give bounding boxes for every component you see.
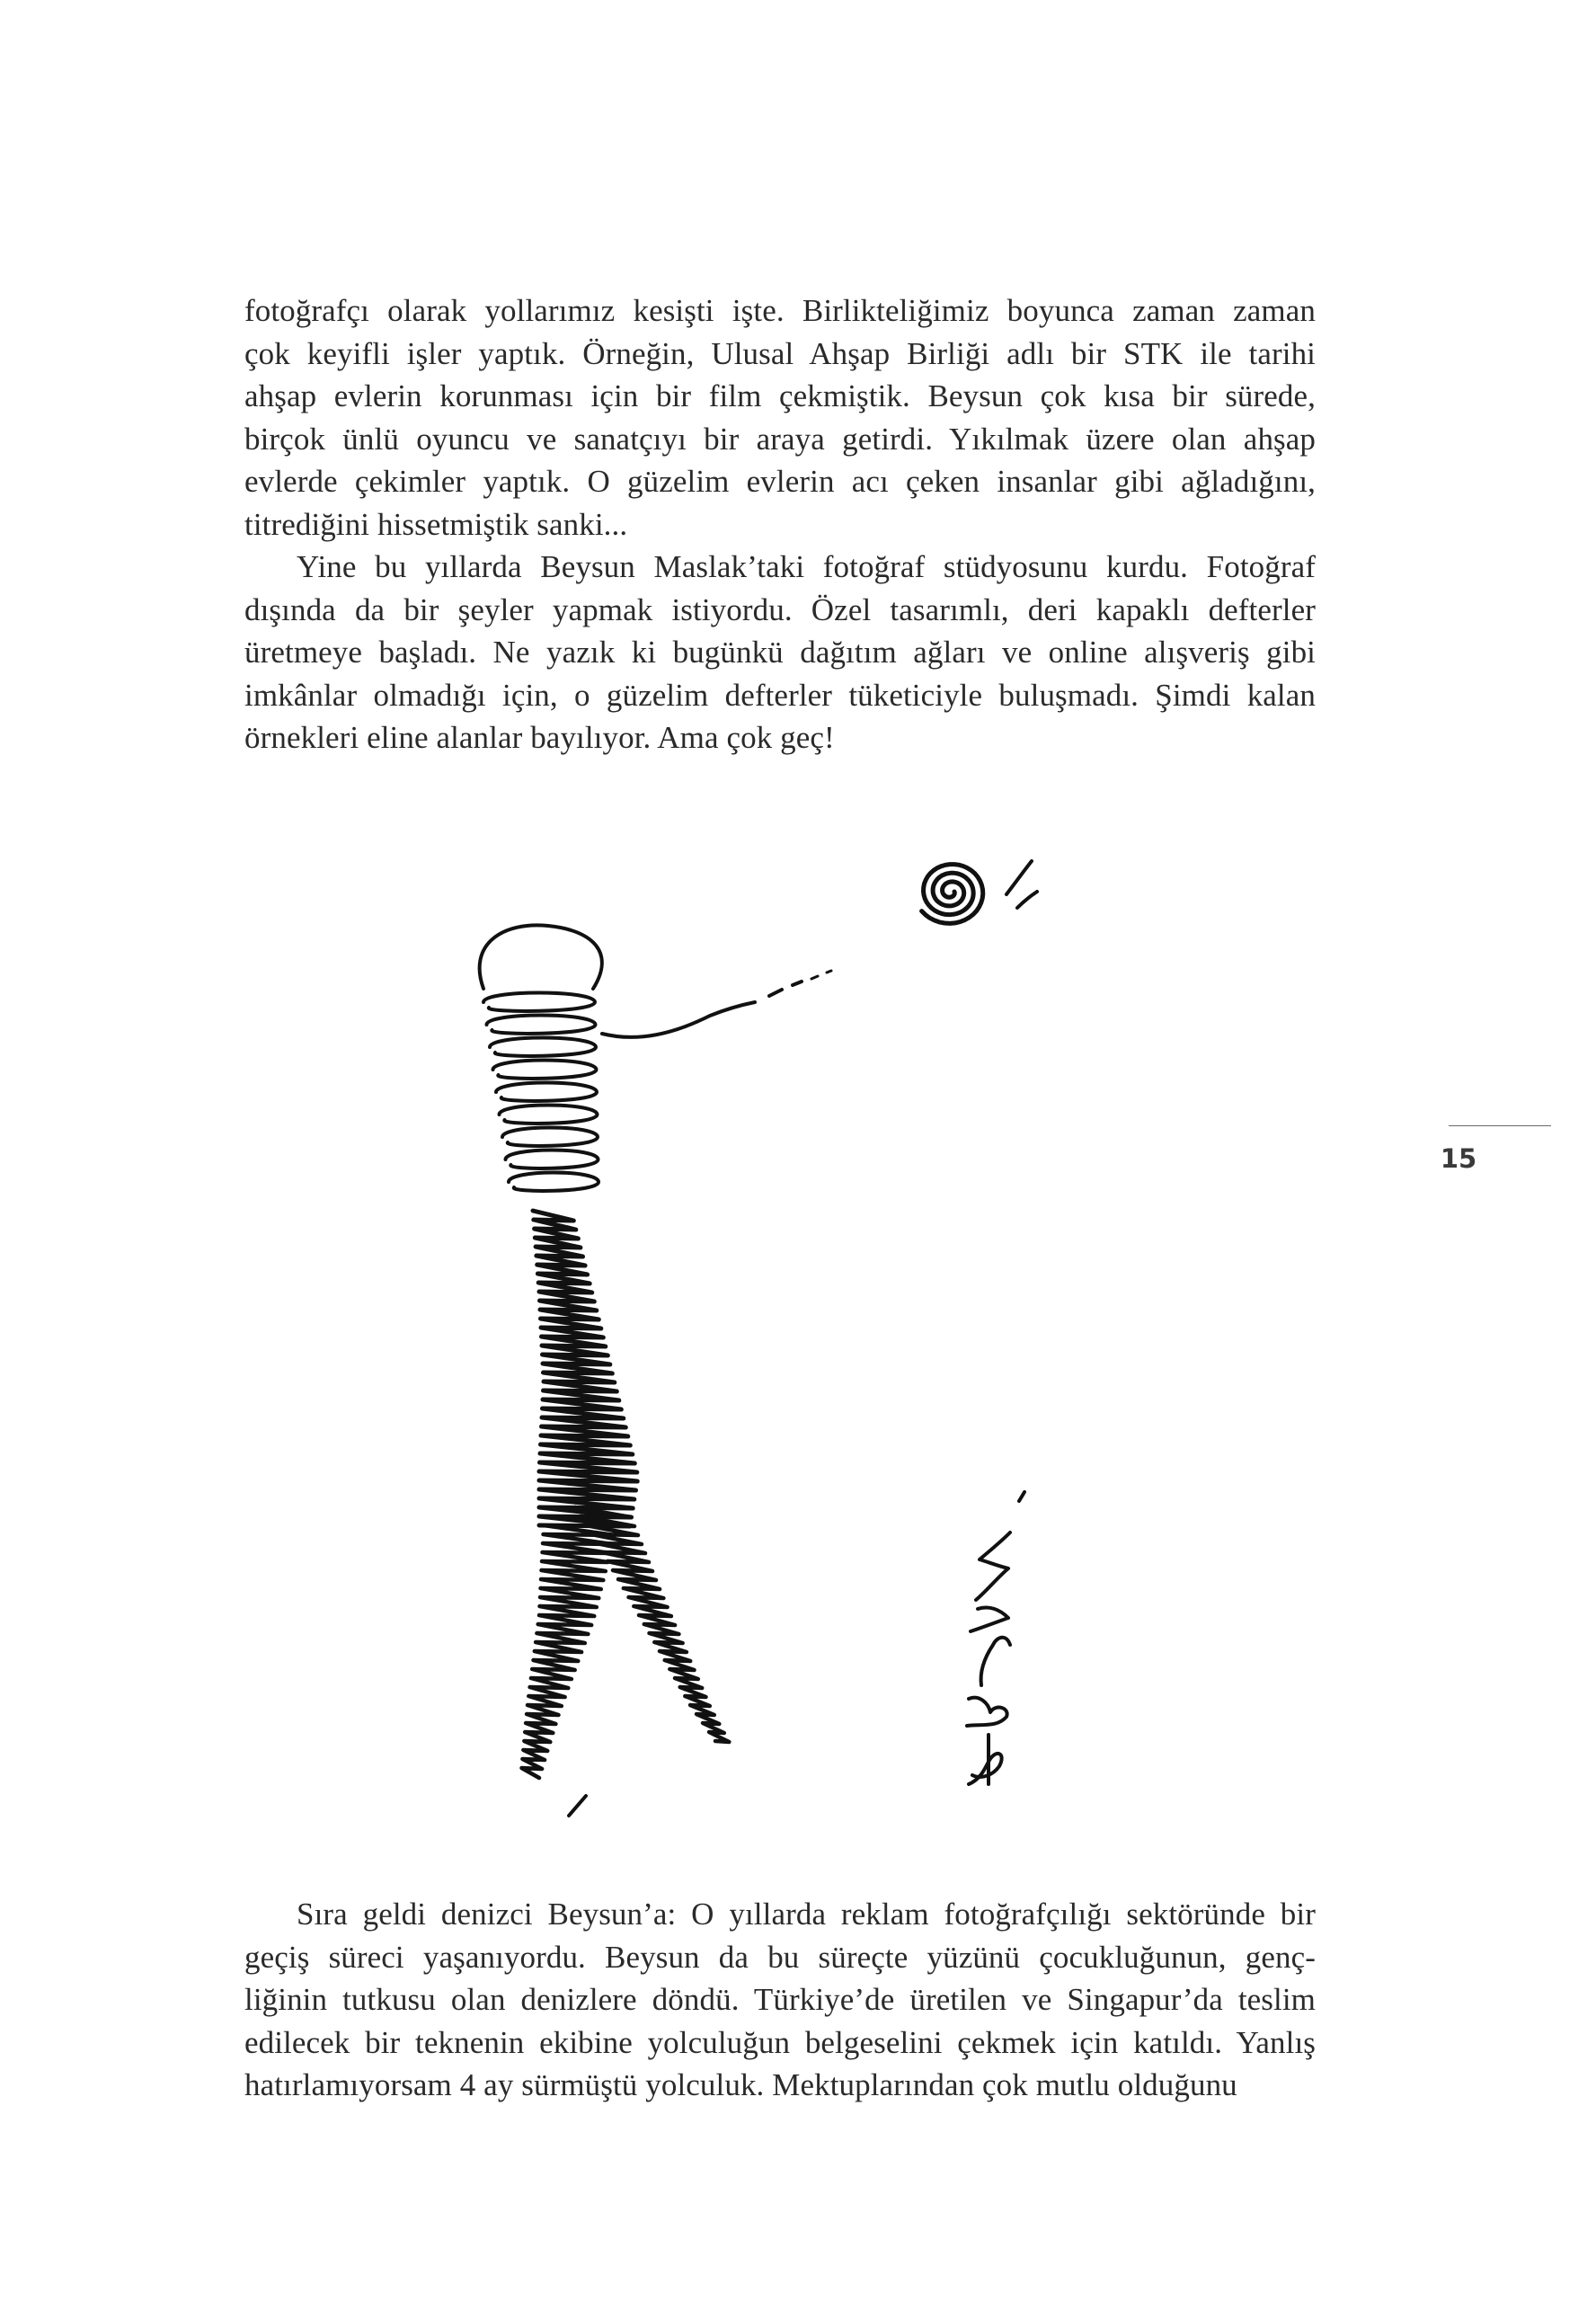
text-line: geçiş süreci yaşanıyordu. Beysun da bu süreçte yüzünü çocukluğunun, genç- xyxy=(244,1939,1316,1975)
text-line: fotoğrafçı olarak yollarımız kesişti işte. Birlikteliğimiz boyunca zaman zaman xyxy=(244,293,1316,328)
signature-sketch xyxy=(967,1492,1024,1784)
text-line: titrediğini hissetmiştik sanki... xyxy=(244,506,628,542)
scribble-legs-sketch xyxy=(522,1211,730,1778)
arm-sketch xyxy=(602,1002,755,1037)
spiral-sketch xyxy=(922,865,983,924)
text-line: edilecek bir teknenin ekibine yolculuğun belgeselini çekmek için katıldı. Yanlış xyxy=(244,2024,1316,2060)
text-line: örnekleri eline alanlar bayılıyor. Ama çok geç! xyxy=(244,720,835,755)
text-block-bottom xyxy=(244,1893,1316,2107)
text-line: imkânlar olmadığı için, o güzelim defterler tüketiciyle buluşmadı. Şimdi kalan xyxy=(244,677,1316,713)
text-line: hatırlamıyorsam 4 ay sürmüştü yolculuk. Mektuplarından çok mutlu olduğunu xyxy=(244,2067,1237,2102)
text-line: birçok ünlü oyuncu ve sanatçıyı bir araya getirdi. Yıkılmak üzere olan ahşap xyxy=(244,421,1316,457)
text-line: Yine bu yıllarda Beysun Maslak’taki fotoğraf stüdyosunu kurdu. Fotoğraf xyxy=(297,549,1316,584)
head-sketch xyxy=(480,925,602,989)
text-line: üretmeye başladı. Ne yazık ki bugünkü dağıtım ağları ve online alışveriş gibi xyxy=(244,635,1316,670)
text-line: dışında da bir şeyler yapmak istiyordu. Özel tasarımlı, deri kapaklı defterler xyxy=(244,591,1316,627)
text-line: çok keyifli işler yaptık. Örneğin, Ulusal Ahşap Birliği adlı bir STK ile tarihi xyxy=(244,335,1316,371)
page-number-rule xyxy=(1449,1125,1551,1126)
text-line: Sıra geldi denizci Beysun’a: O yıllarda reklam fotoğrafçılığı sektöründe bir xyxy=(297,1897,1316,1932)
text-line: liğinin tutkusu olan denizlere döndü. Türkiye’de üretilen ve Singapur’da teslim xyxy=(244,1982,1316,2017)
page-number: 15 xyxy=(1440,1143,1477,1174)
figure-illustration xyxy=(431,809,1114,1852)
text-block-top xyxy=(244,289,1316,760)
text-line: ahşap evlerin korunması için bir film çekmiştik. Beysun çok kısa bir sürede, xyxy=(244,378,1316,413)
text-line: evlerde çekimler yaptık. O güzelim evlerin acı çeken insanlar gibi ağladığını, xyxy=(244,464,1316,499)
spring-body-sketch xyxy=(483,993,598,1191)
